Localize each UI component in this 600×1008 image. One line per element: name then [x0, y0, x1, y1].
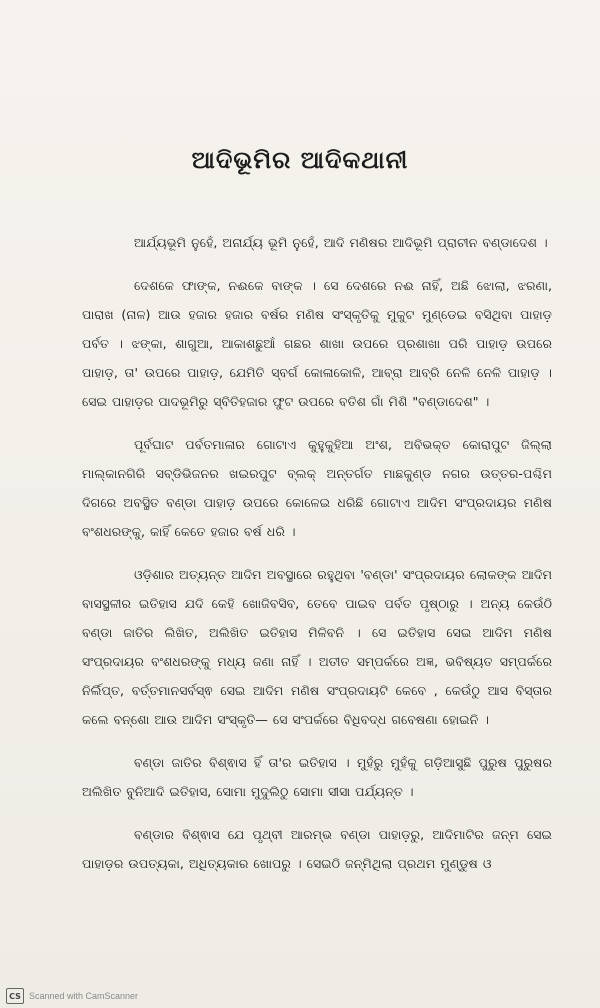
paragraph: ବଣ୍ଡାର ବିଶ୍ଵାସ ଯେ ପୃଥ୍ବୀ ଆରମ୍ଭ ବଣ୍ଡା ପାହାଡ଼ରୁ, ଆଦିମାଟିର ଜନ୍ମ ସେଇ ପାହାଡ଼ର ଉପତ୍ୟକା, ଅଧିତ୍ୟକାର ଖୋପରୁ । ସେଇଠି ଜନ୍ମିଥିଲା ପ୍ରଥମ ମୁଣ୍ଡୁଷ ଓ [82, 827, 552, 871]
paragraph: ପୂର୍ବଘାଟ ପର୍ବତମାଳାର ଗୋଟାଏ କୁହୁକୁହିଆ ଅଂଶ, ଅବିଭକ୍ତ କୋରାପୁଟ ଜିଲ୍ଲା ମାଲ୍‌କାନଗିରି ସବ୍‌ଡିଭିଜନର ଖଇରପୁଟ ବ୍ଲକ୍ ଅନ୍ତର୍ଗତ ମାଛକୁଣ୍ଡ ନଗର ଉତ୍ତର-ପଶ୍ଚିମ ଦିଗରେ ଅବସ୍ଥିତ ବଣ୍ଡା ପାହାଡ଼ ଉପରେ କୋଳେଇ ଧରିଛି ଗୋଟାଏ ଆଦିମ ସଂପ୍ରଦାୟର ମଣିଷ ବଂଶଧରଙ୍କୁ, କାହିଁ କେତେ ହଜାର ବର୍ଷ ଧରି । [82, 437, 552, 539]
body-text [82, 228, 552, 892]
scanner-watermark [6, 988, 138, 1004]
paragraph: ଦେଶକେ ଫାଙ୍କ, ନଈକେ ବାଙ୍କ । ସେ ଦେଶରେ ନଈ ନାହିଁ, ଅଛି ଝୋଲା, ଝରଣା, ପାରାଖ (ନାଳ) ଆଉ ହଜାର ହଜାର ବର୍ଷର ମଣିଷ ସଂସ୍କୃତିକୁ ମୁକୁଟ ମୁଣ୍ଡେଇ ବସିଥିବା ପାହାଡ଼ ପର୍ବତ । ଝଙ୍କା, ଶାଗୁଆ, ଆକାଶଛୁଆଁ ଗଛର ଶାଖା ଉପରେ ପ୍ରଶାଖା ପରି ପାହାଡ଼ ଉପରେ ପାହାଡ଼, ତା' ଉପରେ ପାହାଡ଼, ଯେମିତି ସ୍ବର୍ଗ କୋଳାକୋଳି, ଆବ୍ରା ଆବ୍ରି ନେଳି ନେଳି ପାହାଡ଼ । ସେଇ ପାହାଡ଼ର ପାଦଭୂମିରୁ ସ୍ବିତିହଜାର ଫୁଟ ଉପରେ ବତିଶ ଗାଁ ମିଶି "ବଣ୍ଡାଦେଶ" । [82, 278, 552, 409]
paragraph: ଓଡ଼ିଶାର ଅତ୍ୟନ୍ତ ଆଦିମ ଅବସ୍ଥାରେ ରହୁଥିବା 'ବଣ୍ଡା' ସଂପ୍ରଦାୟର ଲୋକଙ୍କ ଆଦିମ ବାସସ୍ଥଳୀର ଇତିହାସ ଯଦି କେହି ଖୋଜିବସିବ, ତେବେ ପାଇବ ପର୍ବତ ପୃଷ୍ଠାରୁ । ଅନ୍ୟ କେଉଁଠି ବଣ୍ଡା ଜାତିର ଲିଖିତ, ଅଲିଖିତ ଇତିହାସ ମିଳିବନି । ସେ ଇତିହାସ ସେଇ ଆଦିମ ମଣିଷ ସଂପ୍ରଦାୟର ବଂଶଧରଙ୍କୁ ମଧ୍ୟ ଜଣା ନାହିଁ । ଅତୀତ ସମ୍ପର୍କରେ ଅଜ୍ଞ, ଭବିଷ୍ୟତ ସମ୍ପର୍କରେ ନିର୍ଲିପ୍ତ, ବର୍ତ୍ତମାନସର୍ବସ୍ଵ ସେଇ ଆଦିମ ମଣିଷ ସଂପ୍ରଦାୟଟି କେବେ , କେଉଁଠୁ ଆସ ବିସ୍ତାର କଲେ ବନ୍‌ଶୋ ଆଉ ଆଦିମ ସଂସ୍କୃତି— ସେ ସଂପର୍କରେ ବିଧିବଦ୍ଧ ଗବେଷଣା ହୋଇନି । [82, 567, 552, 727]
watermark-text: Scanned with CamScanner [29, 991, 139, 1001]
chapter-title: ଆଦିଭୂମିର ଆଦିକଥାନୀ [191, 146, 409, 174]
paragraph: ବଣ୍ଡା ଜାତିର ବିଶ୍ଵାସ ହିଁ ତା'ର ଇତିହାସ । ମୁହଁରୁ ମୁହଁକୁ ଗଡ଼ିଆସୁଛି ପୁରୁଷ ପୁରୁଷର ଅଲିଖିତ ବୁନିଆଦି ଇତିହାସ, ସୋମା ମୁଦୁଲିଠୁ ସୋମା ସୀସା ପର୍ଯ୍ୟନ୍ତ । [82, 755, 552, 799]
paragraph: ଆର୍ଯ୍ୟଭୂମି ନୁହେଁ, ଅନାର୍ଯ୍ୟ ଭୂମି ନୁହେଁ, ଆଦି ମଣିଷର ଆଦିଭୂମି ପ୍ରାଚୀନ ବଣ୍ଡାଦେଶ । [134, 235, 548, 250]
camscanner-logo-icon: CS [6, 988, 24, 1004]
